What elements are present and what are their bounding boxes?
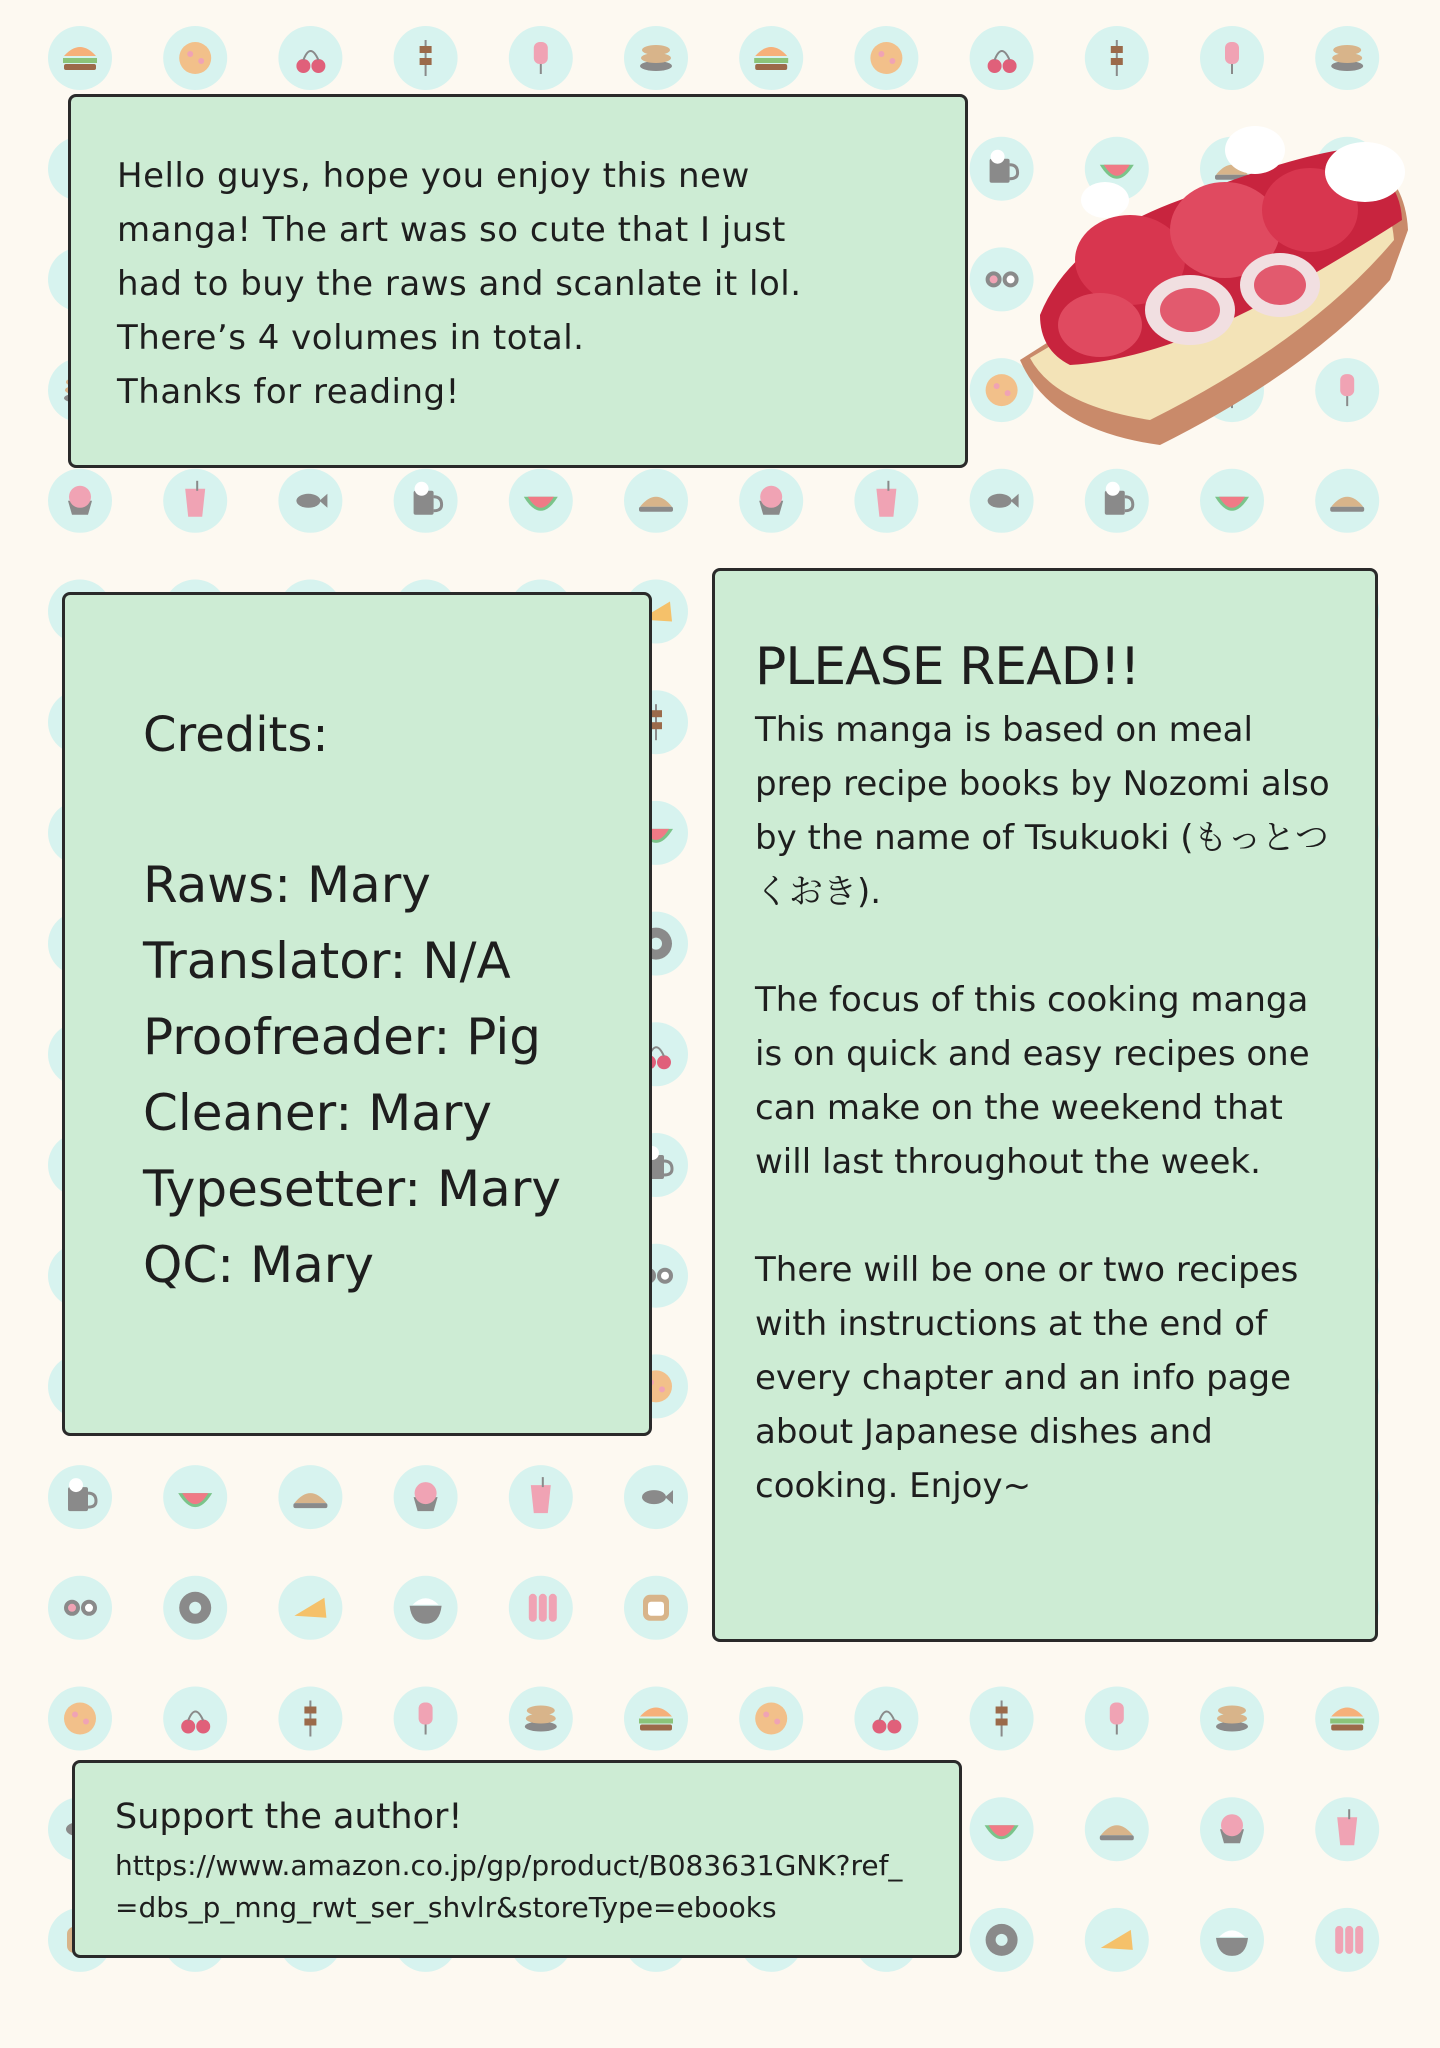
credits-panel — [62, 592, 652, 1436]
pancake-icon — [509, 1687, 573, 1751]
cupcake-icon — [1200, 1797, 1264, 1861]
skewer-icon — [1085, 26, 1149, 90]
watermelon-icon — [509, 469, 573, 533]
popsicle-icon — [1085, 1687, 1149, 1751]
drink-icon — [1315, 1797, 1379, 1861]
watermelon-icon — [1200, 469, 1264, 533]
burger-icon — [1315, 1687, 1379, 1751]
rice-bowl-icon — [394, 1576, 458, 1640]
donut-icon — [970, 1908, 1034, 1972]
sausage-icon — [1315, 1908, 1379, 1972]
watermelon-icon — [970, 1797, 1034, 1861]
pizza-icon — [739, 1687, 803, 1751]
intro-note — [68, 94, 968, 468]
popsicle-icon — [394, 1687, 458, 1751]
skewer-icon — [970, 1687, 1034, 1751]
please-read-panel — [712, 568, 1378, 1642]
pizza-icon — [48, 1687, 112, 1751]
popsicle-icon — [1200, 26, 1264, 90]
burger-icon — [624, 1687, 688, 1751]
cherry-icon — [278, 26, 342, 90]
donut-icon — [163, 1576, 227, 1640]
drink-icon — [854, 469, 918, 533]
pie-icon — [1315, 469, 1379, 533]
cheese-icon — [1085, 1908, 1149, 1972]
cherry-icon — [854, 1687, 918, 1751]
watermelon-icon — [163, 1465, 227, 1529]
please-read-title: PLEASE READ!! — [755, 637, 1140, 697]
popsicle-icon — [509, 26, 573, 90]
cupcake-icon — [394, 1465, 458, 1529]
beer-icon — [394, 469, 458, 533]
skewer-icon — [394, 26, 458, 90]
sausage-icon — [509, 1576, 573, 1640]
support-title: Support the author! — [115, 1797, 463, 1837]
fish-icon — [278, 469, 342, 533]
credit-typesetter: Typesetter: Mary — [143, 1160, 561, 1218]
rice-bowl-icon — [1200, 1908, 1264, 1972]
intro-line-2: manga! The art was so cute that I just — [117, 210, 786, 250]
beer-icon — [48, 1465, 112, 1529]
notice-paragraph-1: This manga is based on meal prep recipe books by Nozomi also by the name of Tsukuoki (もっとつくおき). — [755, 710, 1330, 912]
pancake-icon — [1200, 1687, 1264, 1751]
drink-icon — [163, 469, 227, 533]
cherry-icon — [163, 1687, 227, 1751]
intro-line-4: There’s 4 volumes in total. — [117, 318, 585, 358]
fish-icon — [970, 469, 1034, 533]
support-link[interactable]: https://www.amazon.co.jp/gp/product/B083631GNK?ref_=dbs_p_mng_rwt_ser_shvlr&storeType=ebooks — [115, 1849, 903, 1924]
cherry-icon — [970, 26, 1034, 90]
pancake-icon — [1315, 26, 1379, 90]
credit-cleaner: Cleaner: Mary — [143, 1084, 492, 1142]
pie-icon — [1085, 1797, 1149, 1861]
credit-proofreader: Proofreader: Pig — [143, 1008, 541, 1066]
drink-icon — [509, 1465, 573, 1529]
sushi-icon — [48, 1576, 112, 1640]
skewer-icon — [278, 1687, 342, 1751]
pizza-icon — [854, 26, 918, 90]
intro-line-1: Hello guys, hope you enjoy this new — [117, 156, 750, 196]
pizza-icon — [163, 26, 227, 90]
burger-icon — [739, 26, 803, 90]
cheese-icon — [278, 1576, 342, 1640]
intro-line-5: Thanks for reading! — [117, 372, 460, 412]
toast-icon — [624, 1576, 688, 1640]
cupcake-icon — [48, 469, 112, 533]
credit-raws: Raws: Mary — [143, 856, 431, 914]
fish-icon — [624, 1465, 688, 1529]
credits-title: Credits: — [143, 707, 329, 763]
pie-icon — [624, 469, 688, 533]
support-author-panel — [72, 1760, 962, 1958]
notice-paragraph-3: There will be one or two recipes with instructions at the end of every chapter and an info page about Japanese dishes and cooking. Enjoy~ — [755, 1250, 1299, 1506]
pie-icon — [278, 1465, 342, 1529]
intro-line-3: had to buy the raws and scanlate it lol. — [117, 264, 802, 304]
pancake-icon — [624, 26, 688, 90]
notice-paragraph-2: The focus of this cooking manga is on quick and easy recipes one can make on the weekend that will last throughout the week. — [755, 980, 1310, 1182]
credit-qc: QC: Mary — [143, 1236, 374, 1294]
strawberry-tart-slice-image — [1010, 110, 1420, 450]
credit-translator: Translator: N/A — [143, 932, 511, 990]
cupcake-icon — [739, 469, 803, 533]
burger-icon — [48, 26, 112, 90]
beer-icon — [1085, 469, 1149, 533]
